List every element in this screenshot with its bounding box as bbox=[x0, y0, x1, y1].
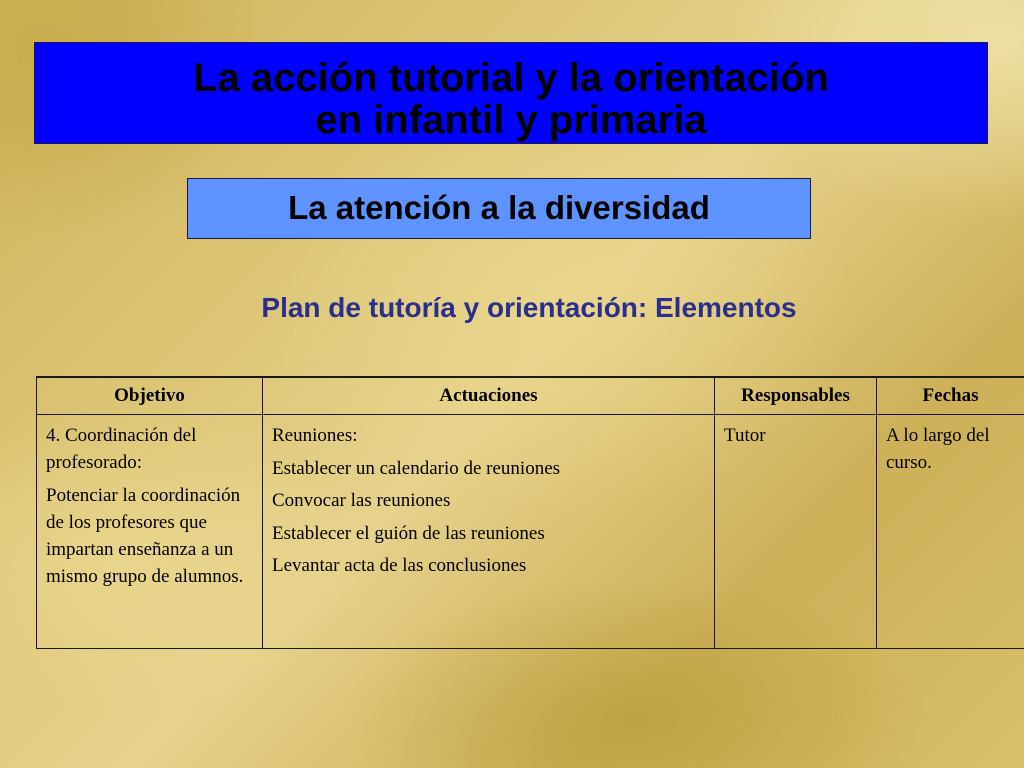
cell-objetivo bbox=[37, 415, 263, 649]
column-header-actuaciones: Actuaciones bbox=[263, 377, 715, 415]
actuacion-item: Reuniones: bbox=[272, 425, 358, 446]
actuacion-item: Establecer el guión de las reuniones bbox=[272, 522, 545, 544]
table-row bbox=[37, 415, 1024, 649]
table-header-row bbox=[37, 377, 1024, 415]
cell-fechas: A lo largo del curso. bbox=[877, 415, 1024, 649]
objetivo-description: Potenciar la coordinación de los profesores que impartan enseñanza a un mismo grupo de alumnos. bbox=[46, 485, 244, 587]
subtitle-banner: La atención a la diversidad bbox=[187, 178, 811, 239]
title-line-2: en infantil y primaria bbox=[315, 98, 707, 142]
column-header-objetivo: Objetivo bbox=[37, 377, 263, 415]
actuacion-item: Levantar acta de las conclusiones bbox=[272, 555, 527, 576]
plan-table bbox=[36, 376, 1024, 649]
title-banner bbox=[34, 42, 988, 144]
section-heading: Plan de tutoría y orientación: Elementos bbox=[261, 292, 797, 323]
actuacion-item: Convocar las reuniones bbox=[272, 490, 451, 511]
actuacion-item: Establecer un calendario de reuniones bbox=[272, 457, 561, 479]
cell-responsables: Tutor bbox=[715, 415, 877, 649]
cell-actuaciones bbox=[263, 415, 715, 649]
column-header-fechas: Fechas bbox=[877, 377, 1024, 415]
objetivo-title: 4. Coordinación del profesorado: bbox=[46, 425, 197, 473]
column-header-responsables: Responsables bbox=[715, 377, 877, 415]
title-line-1: La acción tutorial y la orientación bbox=[193, 56, 829, 100]
